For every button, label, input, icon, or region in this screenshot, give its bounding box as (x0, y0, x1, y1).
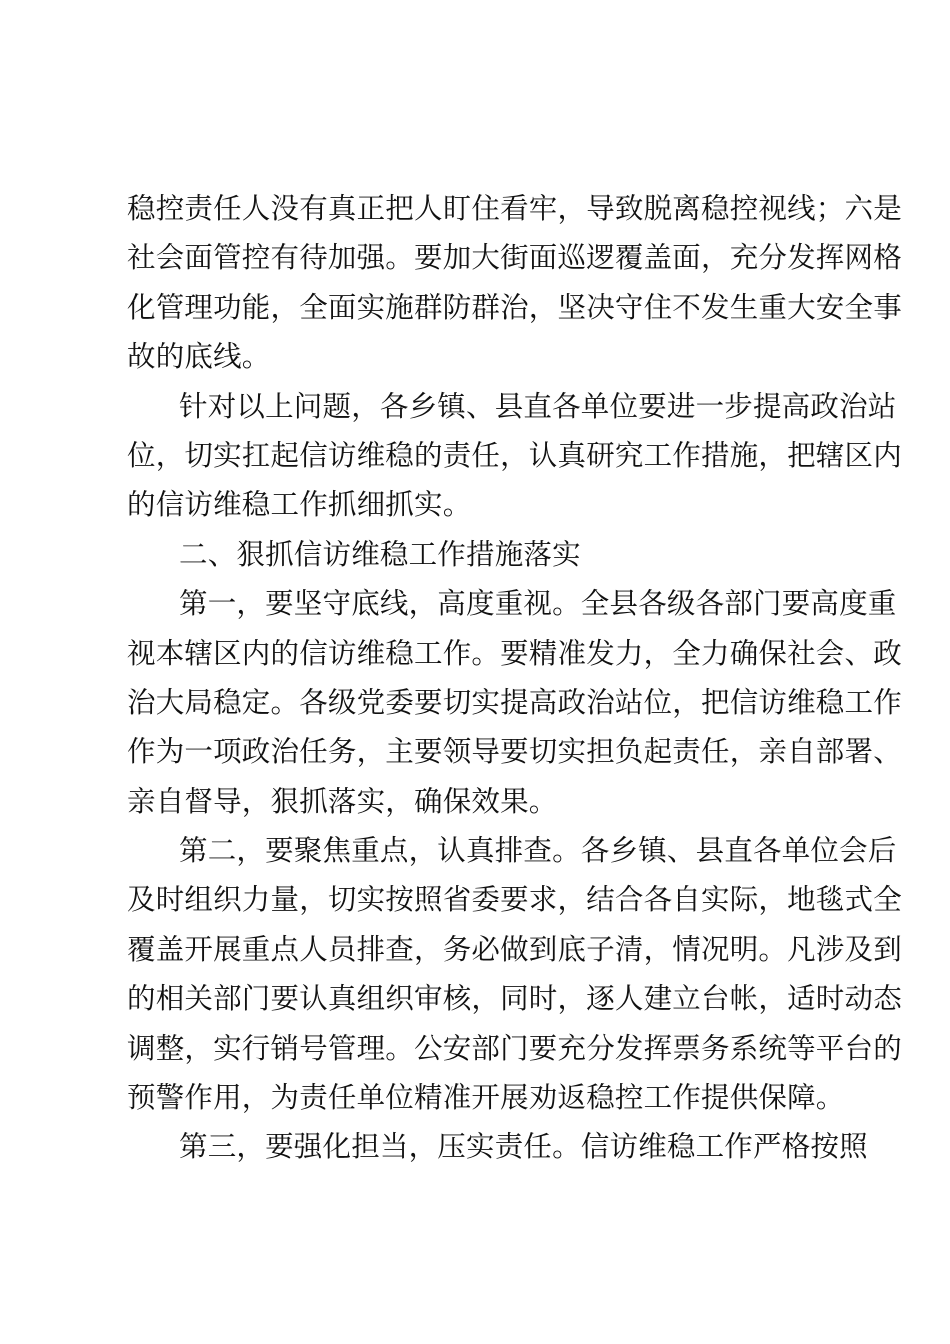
text-line-12: 作为一项政治任务，主要领导要切实担负起责任，亲自部署、 (127, 735, 902, 769)
section-heading: 二、狠抓信访维稳工作措施落实 (179, 537, 581, 571)
text-line-10: 视本辖区内的信访维稳工作。要精准发力，全力确保社会、政 (127, 636, 902, 670)
text-line-2: 社会面管控有待加强。要加大街面巡逻覆盖面，充分发挥网格 (127, 241, 902, 275)
text-line-3: 化管理功能，全面实施群防群治，坚决守住不发生重大安全事 (127, 290, 902, 324)
text-line-4: 故的底线。 (127, 340, 271, 374)
text-line-5: 针对以上问题，各乡镇、县直各单位要进一步提高政治站 (179, 389, 897, 423)
text-line-1: 稳控责任人没有真正把人盯住看牢，导致脱离稳控视线；六是 (127, 192, 902, 225)
text-line-19: 预警作用，为责任单位精准开展劝返稳控工作提供保障。 (127, 1081, 845, 1115)
text-line-17: 的相关部门要认真组织审核，同时，逐人建立台帐，适时动态 (127, 982, 902, 1016)
text-line-20: 第三，要强化担当，压实责任。信访维稳工作严格按照 (179, 1130, 868, 1164)
document-body (127, 184, 902, 1172)
text-line-9: 第一，要坚守底线，高度重视。全县各级各部门要高度重 (179, 587, 897, 621)
text-line-18: 调整，实行销号管理。公安部门要充分发挥票务系统等平台的 (127, 1031, 902, 1065)
text-line-14: 第二，要聚焦重点，认真排查。各乡镇、县直各单位会后 (179, 834, 897, 868)
text-line-6: 位，切实扛起信访维稳的责任，认真研究工作措施，把辖区内 (127, 438, 902, 472)
text-line-11: 治大局稳定。各级党委要切实提高政治站位，把信访维稳工作 (127, 685, 902, 719)
text-line-15: 及时组织力量，切实按照省委要求，结合各自实际，地毯式全 (127, 883, 902, 917)
text-line-7: 的信访维稳工作抓细抓实。 (127, 488, 472, 522)
text-line-13: 亲自督导，狠抓落实，确保效果。 (127, 784, 558, 818)
text-line-16: 覆盖开展重点人员排查，务必做到底子清，情况明。凡涉及到 (127, 932, 902, 966)
